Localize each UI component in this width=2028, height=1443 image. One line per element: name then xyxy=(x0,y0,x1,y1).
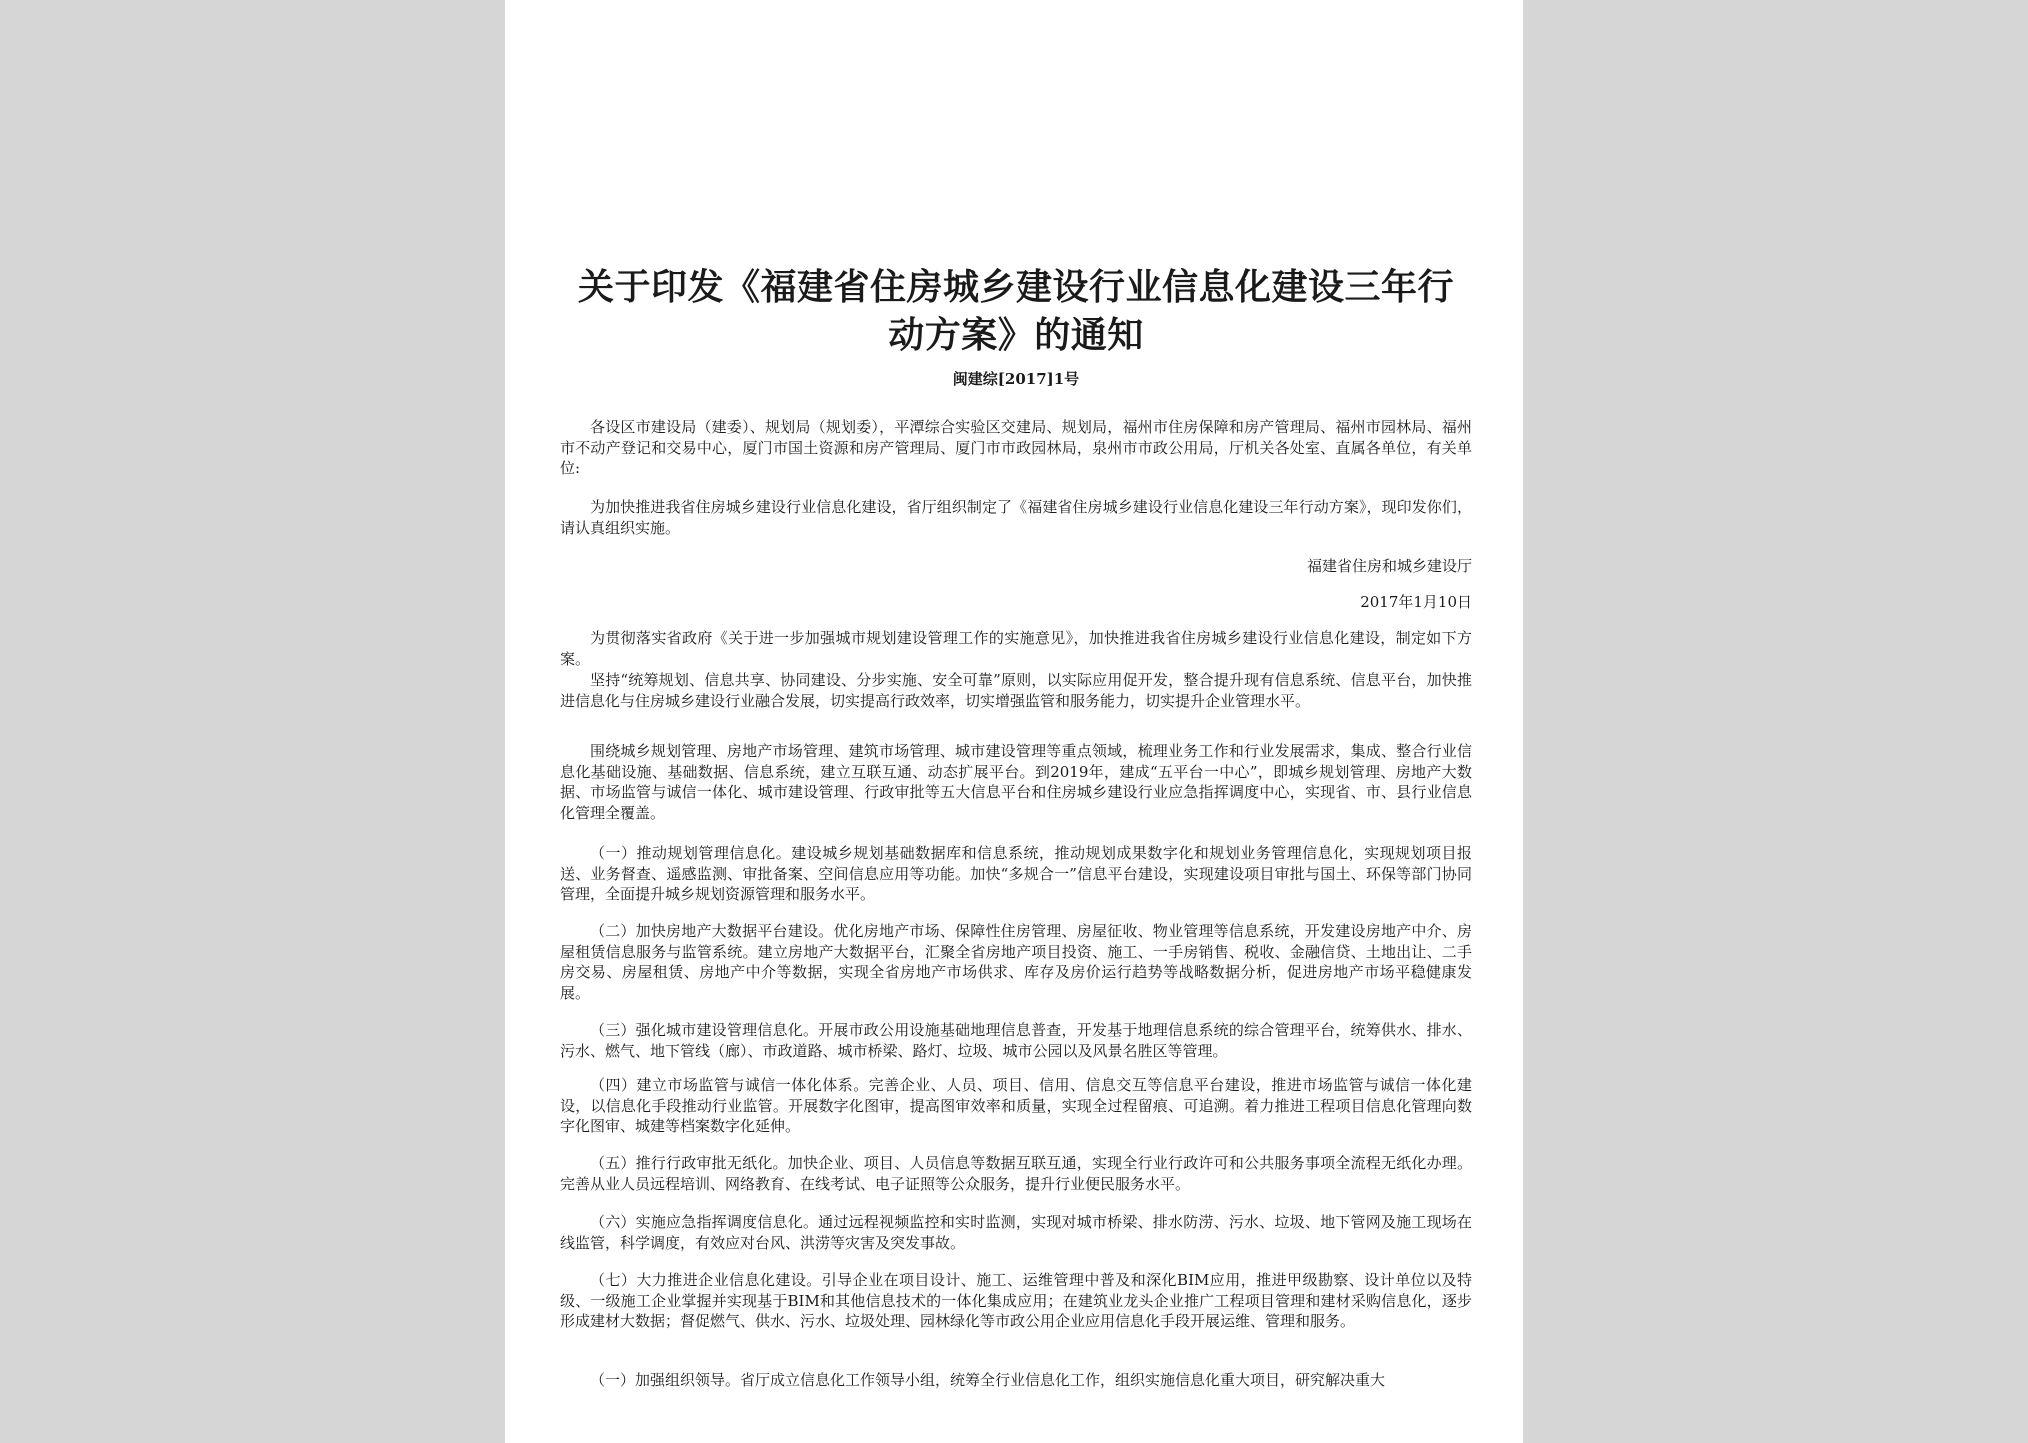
document-title: 关于印发《福建省住房城乡建设行业信息化建设三年行动方案》的通知 xyxy=(577,266,1454,356)
body-paragraph-11: （一）加强组织领导。省厅成立信息化工作领导小组，统筹全行业信息化工作，组织实施信息化重大项目，研究解决重大 xyxy=(590,1371,1386,1389)
body-paragraph-2: 坚持“统筹规划、信息共享、协同建设、分步实施、安全可靠”原则，以实际应用促开发，整合提升现有信息系统、信息平台，加快推进信息化与住房城乡建设行业融合发展，切实提高行政效率，切实增强监管和服务能力，切实提升企业管理水平。 xyxy=(560,671,1472,710)
document-date: 2017年1月10日 xyxy=(1360,593,1472,611)
signature: 福建省住房和城乡建设厅 xyxy=(1306,557,1472,575)
body-paragraph-5: （二）加快房地产大数据平台建设。优化房地产市场、保障性住房管理、房屋征收、物业管理等信息系统，开发建设房地产中介、房屋租赁信息服务与监管系统。建立房地产大数据平台，汇聚全省房地产项目投资、施工、一手房销售、税收、金融信贷、土地出让、二手房交易、房屋租赁、房地产中介等数据，实现全省房地产市场供求、库存及房价运行趋势等战略数据分析，促进房地产市场平稳健康发展。 xyxy=(560,922,1472,1002)
body-paragraph-10: （七）大力推进企业信息化建设。引导企业在项目设计、施工、运维管理中普及和深化BIM应用，推进甲级勘察、设计单位以及特级、一级施工企业掌握并实现基于BIM和其他信息技术的一体化集成应用；在建筑业龙头企业推广工程项目管理和建材采购信息化，逐步形成建材大数据；督促燃气、供水、污水、垃圾处理、园林绿化等市政公用企业应用信息化手段开展运维、管理和服务。 xyxy=(560,1271,1472,1330)
document-number: 闽建综[2017]1号 xyxy=(952,370,1080,388)
document-page xyxy=(505,0,1523,1443)
body-paragraph-1: 为贯彻落实省政府《关于进一步加强城市规划建设管理工作的实施意见》，加快推进我省住房城乡建设行业信息化建设，制定如下方案。 xyxy=(560,629,1472,668)
recipients-paragraph: 各设区市建设局（建委）、规划局（规划委），平潭综合实验区交建局、规划局，福州市住房保障和房产管理局、福州市园林局、福州市不动产登记和交易中心，厦门市国土资源和房产管理局、厦门市市政园林局，泉州市市政公用局，厅机关各处室、直属各单位，有关单位: xyxy=(560,418,1472,477)
body-paragraph-7: （四）建立市场监管与诚信一体化体系。完善企业、人员、项目、信用、信息交互等信息平台建设，推进市场监管与诚信一体化建设，以信息化手段推动行业监管。开展数字化图审，提高图审效率和质量，实现全过程留痕、可追溯。着力推进工程项目信息化管理向数字化图审、城建等档案数字化延伸。 xyxy=(560,1076,1472,1135)
intro-paragraph: 为加快推进我省住房城乡建设行业信息化建设，省厅组织制定了《福建省住房城乡建设行业信息化建设三年行动方案》，现印发你们，请认真组织实施。 xyxy=(560,498,1472,537)
body-paragraph-9: （六）实施应急指挥调度信息化。通过远程视频监控和实时监测，实现对城市桥梁、排水防涝、污水、垃圾、地下管网及施工现场在线监管，科学调度，有效应对台风、洪涝等灾害及突发事故。 xyxy=(560,1213,1472,1252)
body-paragraph-6: （三）强化城市建设管理信息化。开展市政公用设施基础地理信息普查，开发基于地理信息系统的综合管理平台，统筹供水、排水、污水、燃气、地下管线（廊）、市政道路、城市桥梁、路灯、垃圾、城市公园以及风景名胜区等管理。 xyxy=(560,1021,1472,1060)
body-paragraph-4: （一）推动规划管理信息化。建设城乡规划基础数据库和信息系统，推动规划成果数字化和规划业务管理信息化，实现规划项目报送、业务督查、遥感监测、审批备案、空间信息应用等功能。加快“多规合一”信息平台建设，实现建设项目审批与国土、环保等部门协同管理，全面提升城乡规划资源管理和服务水平。 xyxy=(560,844,1472,903)
body-paragraph-8: （五）推行行政审批无纸化。加快企业、项目、人员信息等数据互联互通，实现全行业行政许可和公共服务事项全流程无纸化办理。完善从业人员远程培训、网络教育、在线考试、电子证照等公众服务，提升行业便民服务水平。 xyxy=(560,1154,1472,1193)
body-paragraph-3: 围绕城乡规划管理、房地产市场管理、建筑市场管理、城市建设管理等重点领域，梳理业务工作和行业发展需求，集成、整合行业信息化基础设施、基础数据、信息系统，建立互联互通、动态扩展平台。到2019年，建成“五平台一中心”，即城乡规划管理、房地产大数据、市场监管与诚信一体化、城市建设管理、行政审批等五大信息平台和住房城乡建设行业应急指挥调度中心，实现省、市、县行业信息化管理全覆盖。 xyxy=(560,742,1472,822)
